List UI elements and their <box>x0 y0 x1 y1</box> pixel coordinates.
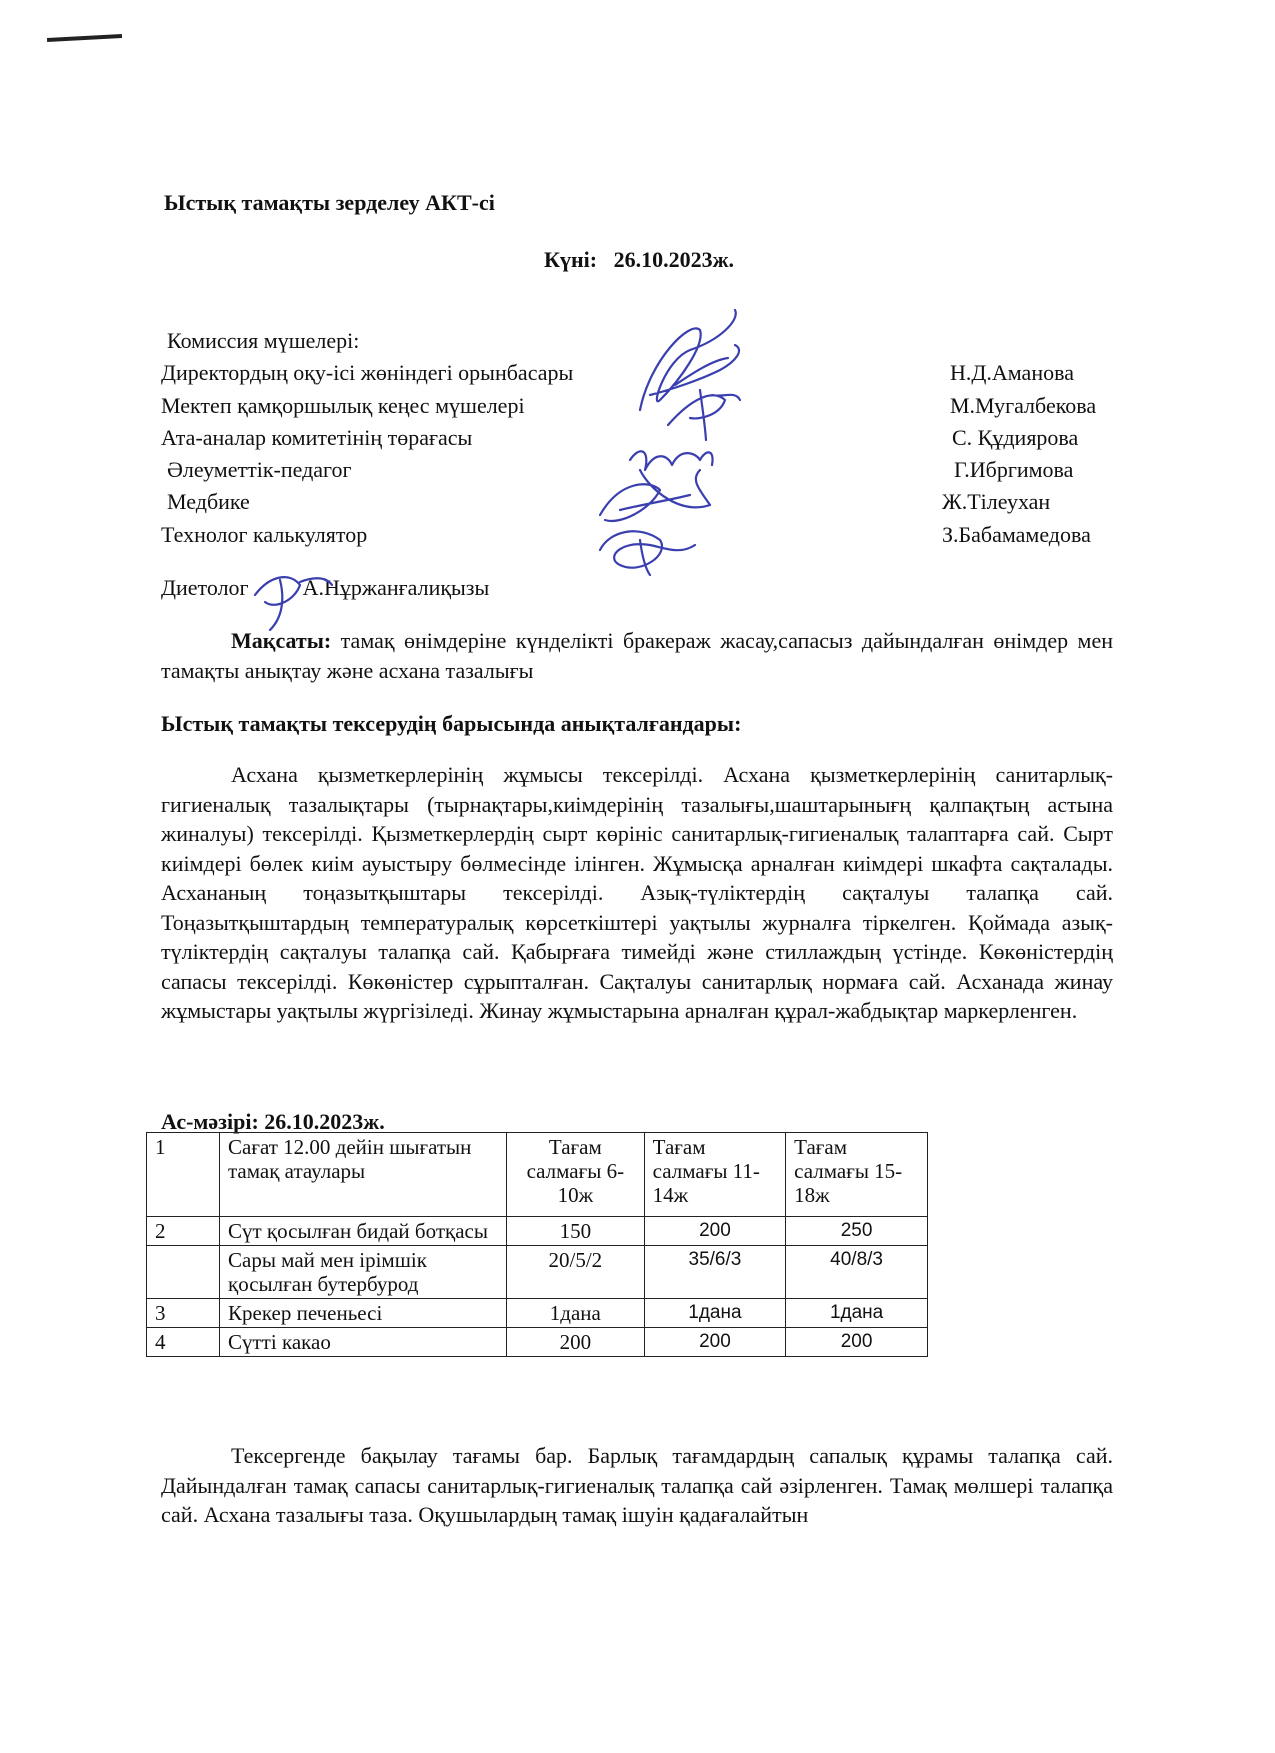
signature-6 <box>255 577 332 630</box>
member-name: С. Құдиярова <box>952 424 1079 450</box>
table-cell: Тағам салмағы 6-10ж <box>507 1133 645 1217</box>
table-cell <box>147 1246 220 1299</box>
document-title: Ыстық тамақты зерделеу АКТ-сі <box>164 190 495 215</box>
member-position: Технолог калькулятор <box>161 521 368 547</box>
member-name: Г.Ибргимова <box>954 457 1074 483</box>
table-cell: 3 <box>147 1299 220 1328</box>
table-cell: 200 <box>644 1217 786 1246</box>
table-cell: 1дана <box>786 1299 928 1328</box>
menu-heading: Ас-мәзірі: 26.10.2023ж. <box>161 1109 385 1134</box>
table-cell: 4 <box>147 1328 220 1357</box>
table-cell: Сағат 12.00 дейін шығатын тамақ атаулары <box>220 1133 507 1217</box>
table-row <box>147 1246 928 1299</box>
table-cell: 150 <box>507 1217 645 1246</box>
menu-table <box>146 1132 928 1357</box>
table-cell: 2 <box>147 1217 220 1246</box>
findings-paragraph: Асхана қызметкерлерінің жұмысы тексерілді. Асхана қызметкерлерінің санитарлық-гигиеналық тазалықтары (тырнақтары,киімдерінің тазалығы,шаштарынығң қалпақтың астына жиналуы) тексерілді. Қызметкерлердің сырт көрініс санитарлық-гигиеналық талаптарға сай. Сырт киімдері бөлек киім ауыстыру бөлмесінде ілінген. Жұмысқа арналған киімдері шкафта сақталады. Асхананың тоңазытқыштары тексерілді. Азық-түліктердің сақталуы талапқа сай. Тоңазытқыштардың температуралық көрсеткіштері уақтылы журналға тіркелген. Қоймада азық-түліктердің сақталуы талапқа сай. Қабырғаға тимейді және стиллаждың үстінде. Көкөністердің сапасы тексерілді. Көкөністер сұрыпталған. Сақталуы санитарлық нормаға сай. Асханада жинау жұмыстары уақтылы жүргізіледі. Жинау жұмыстарына арналған құрал-жабдықтар маркерленген. <box>161 762 1113 1023</box>
member-position: Директордың оқу-ісі жөніндегі орынбасары <box>161 360 574 386</box>
table-cell: Крекер печеньесі <box>220 1299 507 1328</box>
purpose-label: Мақсаты: <box>231 628 332 653</box>
purpose-text: тамақ өнімдеріне күнделікті бракераж жасау,сапасыз дайындалған өнімдер мен тамақты анықтау және асхана тазалығы <box>161 628 1113 683</box>
conclusion-paragraph: Тексергенде бақылау тағамы бар. Барлық тағамдардың сапалық құрамы талапқа сай. Дайындалған тамақ сапасы санитарлық-гигиеналық талапқа сай әзірленген. Тамақ мөлшері талапқа сай. Асхана тазалығы таза. Оқушылардың тамақ ішуін қадағалайтын <box>161 1443 1113 1527</box>
member-name: З.Бабамамедова <box>942 521 1091 547</box>
table-cell: 250 <box>786 1217 928 1246</box>
table-row <box>147 1328 928 1357</box>
dietitian-position: Диетолог <box>161 575 249 600</box>
table-cell: 1 <box>147 1133 220 1217</box>
table-cell: 20/5/2 <box>507 1246 645 1299</box>
signature-4 <box>600 470 710 521</box>
table-cell: 40/8/3 <box>786 1246 928 1299</box>
table-header-row <box>147 1133 928 1217</box>
member-position: Ата-аналар комитетінің төрағасы <box>161 424 473 450</box>
table-cell: 200 <box>644 1328 786 1357</box>
member-name: Ж.Тілеухан <box>942 489 1051 515</box>
table-cell: Сүт қосылған бидай ботқасы <box>220 1217 507 1246</box>
table-cell: 35/6/3 <box>644 1246 786 1299</box>
table-cell: Тағам салмағы 11-14ж <box>644 1133 786 1217</box>
table-cell: 1дана <box>644 1299 786 1328</box>
table-cell: Тағам салмағы 15-18ж <box>786 1133 928 1217</box>
signature-3 <box>630 451 713 470</box>
member-name: Н.Д.Аманова <box>950 360 1074 386</box>
document-date: Күні: 26.10.2023ж. <box>544 247 735 272</box>
scan-mark <box>47 34 122 42</box>
member-position: Мектеп қамқоршылық кеңес мүшелері <box>161 392 525 418</box>
table-row <box>147 1299 928 1328</box>
table-cell: Сары май мен ірімшік қосылған бутербурод <box>220 1246 507 1299</box>
table-cell: 200 <box>786 1328 928 1357</box>
signature-5 <box>600 531 695 575</box>
table-cell: 1дана <box>507 1299 645 1328</box>
commission-label: Комиссия мүшелері: <box>167 328 360 353</box>
signature-2 <box>668 390 740 440</box>
member-position: Әлеуметтік-педагог <box>167 457 352 483</box>
member-position: Медбике <box>167 489 250 515</box>
purpose-paragraph <box>161 626 1113 685</box>
member-name: М.Мугалбекова <box>950 392 1097 418</box>
table-cell: 200 <box>507 1328 645 1357</box>
findings-heading: Ыстық тамақты тексерудің барысында анықталғандары: <box>161 711 742 736</box>
dietitian-name: А.Нұржанғалиқызы <box>302 575 490 600</box>
table-row <box>147 1217 928 1246</box>
table-cell: Сүтті какао <box>220 1328 507 1357</box>
